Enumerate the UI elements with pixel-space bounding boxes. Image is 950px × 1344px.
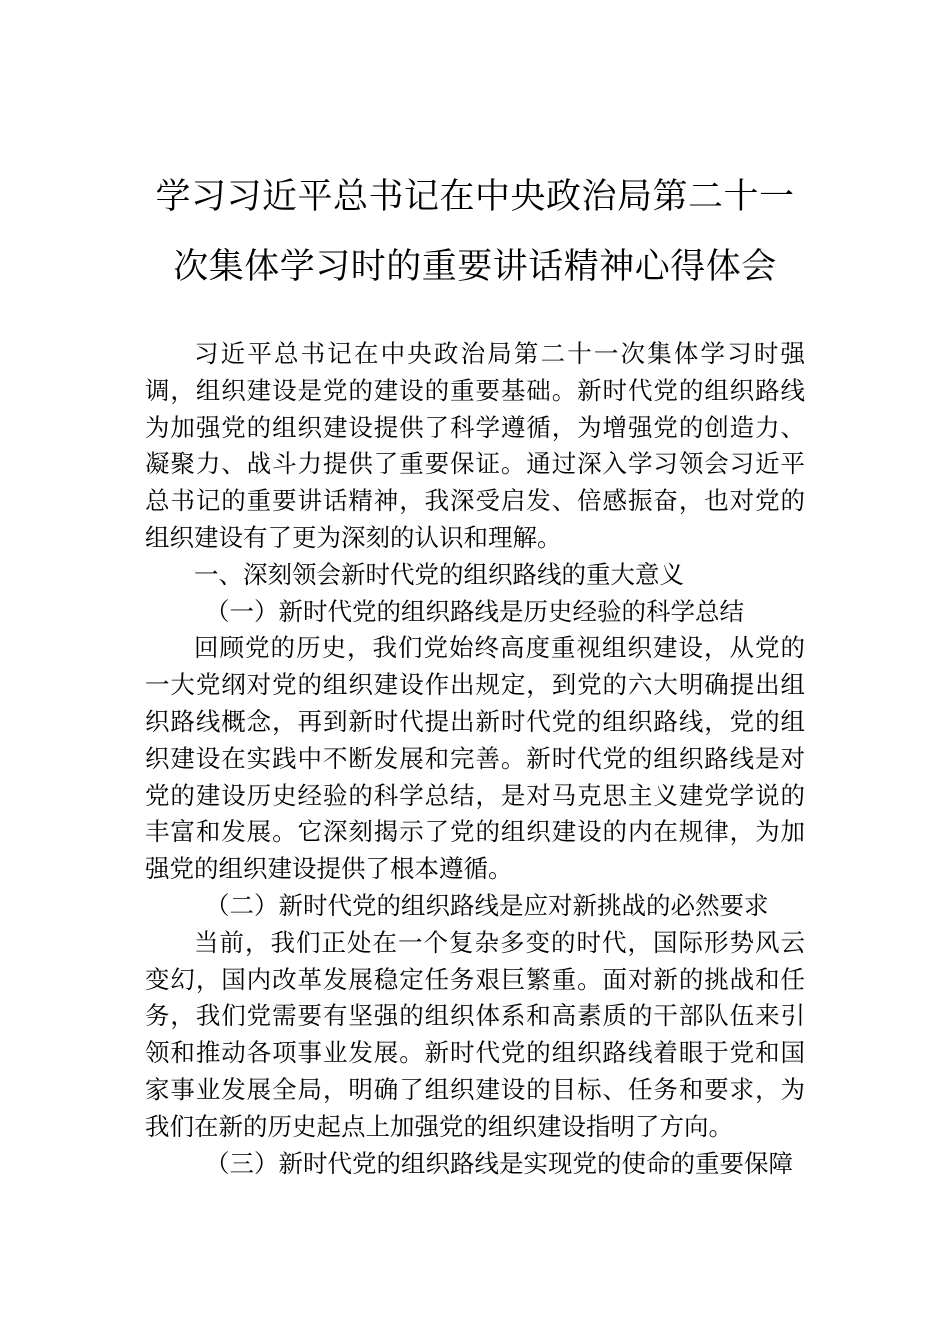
- section-heading-1: 一、深刻领会新时代党的组织路线的重大意义: [194, 559, 684, 589]
- subsection-heading-3: （三）新时代党的组织路线是实现党的使命的重要保障: [205, 1148, 793, 1178]
- body-paragraph-2: 当前，我们正处在一个复杂多变的时代，国际形势风云变幻，国内改革发展稳定任务艰巨繁重。面对新的挑战和任务，我们党需要有坚强的组织体系和高素质的干部队伍来引领和推动各项事业发展。新时代党的组织路线着眼于党和国家事业发展全局，明确了组织建设的目标、任务和要求，为我们在新的历史起点上加强党的组织建设指明了方向。: [145, 927, 805, 1141]
- body-paragraph-1: 回顾党的历史，我们党始终高度重视组织建设，从党的一大党纲对党的组织建设作出规定，到党的六大明确提出组织路线概念，再到新时代提出新时代党的组织路线，党的组织建设在实践中不断发展和完善。新时代党的组织路线是对党的建设历史经验的科学总结，是对马克思主义建党学说的丰富和发展。它深刻揭示了党的组织建设的内在规律，为加强党的组织建设提供了根本遵循。: [145, 633, 805, 884]
- intro-paragraph: 习近平总书记在中央政治局第二十一次集体学习时强调，组织建设是党的建设的重要基础。新时代党的组织路线为加强党的组织建设提供了科学遵循，为增强党的创造力、凝聚力、战斗力提供了重要保证。通过深入学习领会习近平总书记的重要讲话精神，我深受启发、倍感振奋，也对党的组织建设有了更为深刻的认识和理解。: [145, 339, 805, 552]
- document-title-line-1: 学习习近平总书记在中央政治局第二十一: [155, 177, 795, 217]
- document-body: [145, 336, 805, 1182]
- document-title-line-2: 次集体学习时的重要讲话精神心得体会: [173, 247, 777, 287]
- subsection-heading-1: （一）新时代党的组织路线是历史经验的科学总结: [205, 596, 744, 626]
- subsection-heading-2: （二）新时代党的组织路线是应对新挑战的必然要求: [205, 890, 769, 920]
